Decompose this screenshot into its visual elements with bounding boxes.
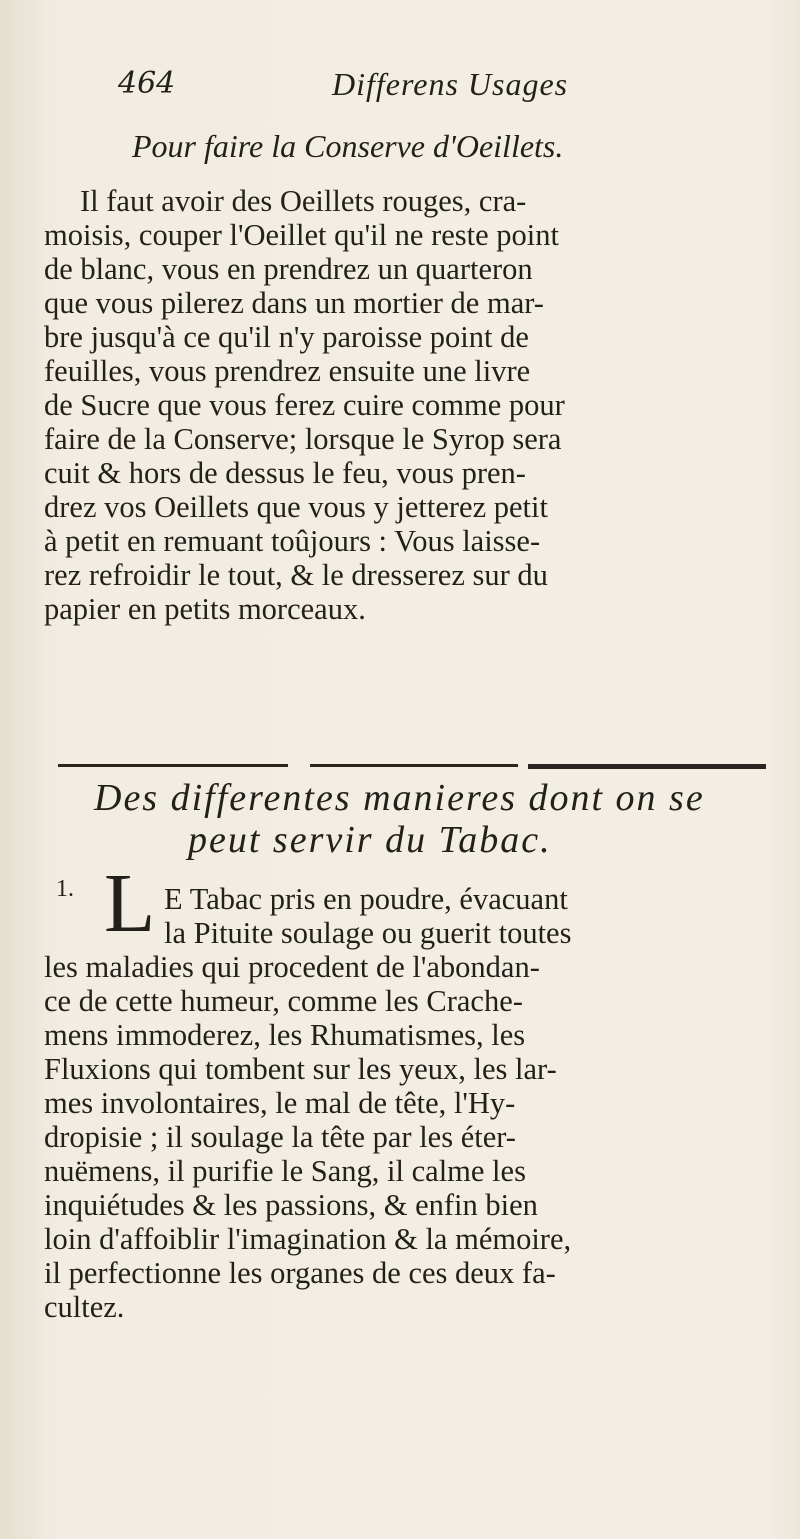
running-head [118,66,758,116]
text-line: E Tabac pris en poudre, évacuant [164,882,568,916]
text-line: inquiétudes & les passions, & enfin bien [44,1188,538,1222]
text-line: rez refroidir le tout, & le dresserez sur du [44,558,548,592]
text-line: les maladies qui procedent de l'abondan- [44,950,540,984]
recipe-title: Pour faire la Conserve d'Oeillets. [132,128,564,164]
text-line: mens immoderez, les Rhumatismes, les [44,1018,526,1052]
text-line: ce de cette humeur, comme les Crache- [44,984,523,1018]
text-line: de Sucre que vous ferez cuire comme pour [44,388,565,422]
text-line: il perfectionne les organes de ces deux fa- [44,1256,556,1290]
divider-segment [310,764,518,767]
running-title: Differens Usages [332,66,569,102]
section-title-line-2: peut servir du Tabac. [188,819,552,861]
text-line: moisis, couper l'Oeillet qu'il ne reste point [44,218,559,252]
text-line: drez vos Oeillets que vous y jetterez petit [44,490,548,524]
text-line: Fluxions qui tombent sur les yeux, les lar- [44,1052,557,1086]
section-title-line-1: Des differentes manieres dont on se [94,777,705,819]
page-number: 464 [118,66,176,101]
text-line: cultez. [44,1290,125,1324]
item-number: 1. [56,876,74,902]
section-divider [58,764,770,772]
text-line: loin d'affoiblir l'imagination & la mémoire, [44,1222,572,1256]
divider-segment [528,764,766,769]
text-line: cuit & hors de dessus le feu, vous pren- [44,456,526,490]
text-line: Il faut avoir des Oeillets rouges, cra- [80,184,527,218]
divider-segment [58,764,288,767]
text-line: papier en petits morceaux. [44,592,366,626]
text-line: bre jusqu'à ce qu'il n'y paroisse point de [44,320,529,354]
tabac-paragraph [44,882,774,1324]
text-line: que vous pilerez dans un mortier de mar- [44,286,544,320]
text-line: mes involontaires, le mal de tête, l'Hy- [44,1086,516,1120]
text-line: la Pituite soulage ou guerit toutes [164,916,572,950]
text-line: faire de la Conserve; lorsque le Syrop sera [44,422,562,456]
text-line: à petit en remuant toûjours : Vous laisse- [44,524,541,558]
text-line: dropisie ; il soulage la tête par les éter- [44,1120,516,1154]
text-line: feuilles, vous prendrez ensuite une livre [44,354,531,388]
recipe-paragraph [44,184,774,626]
text-line: nuëmens, il purifie le Sang, il calme les [44,1154,526,1188]
drop-cap: L [104,857,156,950]
text-line: de blanc, vous en prendrez un quarteron [44,252,533,286]
